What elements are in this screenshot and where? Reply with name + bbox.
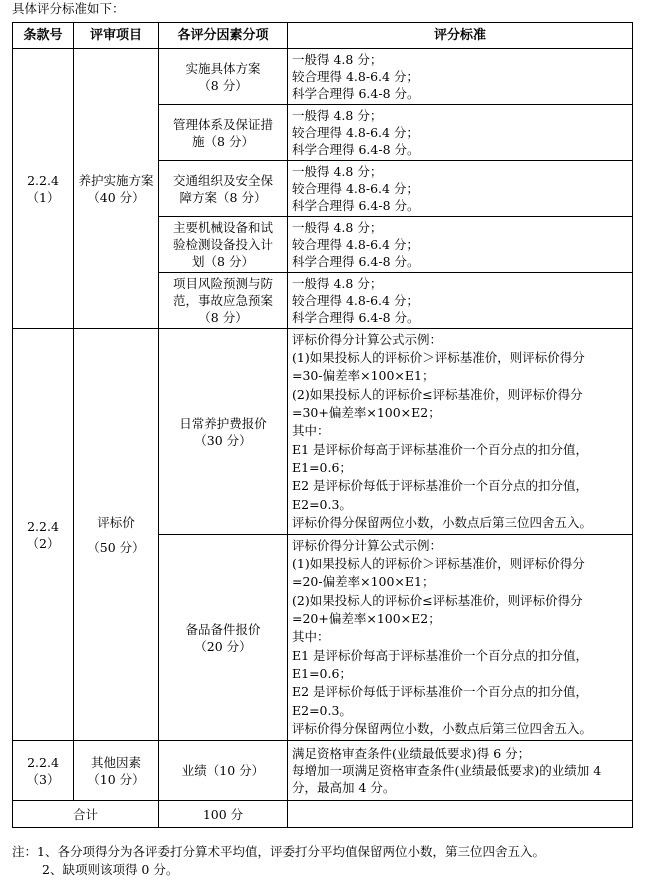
factor-cell: 备品备件报价 （20 分） [159, 535, 288, 741]
criteria-cell: 一般得 4.8 分； 较合理得 4.8-6.4 分； 科学合理得 6.4-8 分。 [288, 49, 633, 105]
scoring-table [12, 22, 633, 828]
criteria-cell: 一般得 4.8 分； 较合理得 4.8-6.4 分； 科学合理得 6.4-8 分。 [288, 105, 633, 161]
header-clause: 条款号 [13, 23, 74, 49]
factor-cell: 业绩（10 分） [159, 741, 288, 801]
header-item: 评审项目 [74, 23, 159, 49]
factor-cell: 实施具体方案 （8 分） [159, 49, 288, 105]
header-factor: 各评分因素分项 [159, 23, 288, 49]
header-row [13, 23, 633, 49]
factor-cell: 主要机械设备和试 验检测设备投入计 划（8 分） [159, 217, 288, 273]
total-label: 合计 [13, 801, 159, 828]
item-cell: 养护实施方案 （40 分） [74, 49, 159, 329]
clause-cell: 2.2.4 （1） [13, 49, 74, 329]
total-blank-cell [288, 801, 633, 828]
header-criteria: 评分标准 [288, 23, 633, 49]
item-cell: 其他因素 （10 分） [74, 741, 159, 801]
factor-cell: 管理体系及保证措 施（8 分） [159, 105, 288, 161]
note-1: 注：1、各分项得分为各评委打分算术平均值，评委打分平均值保留两位小数，第三位四舍五入。 [12, 844, 545, 859]
criteria-cell: 一般得 4.8 分； 较合理得 4.8-6.4 分； 科学合理得 6.4-8 分。 [288, 217, 633, 273]
table-row [13, 329, 633, 535]
criteria-cell: 满足资格审查条件(业绩最低要求)得 6 分； 每增加一项满足资格审查条件(业绩最低要求)的业绩加 4 分，最高加 4 分。 [288, 741, 633, 801]
table-row [13, 741, 633, 801]
total-row [13, 801, 633, 828]
criteria-cell: 一般得 4.8 分； 较合理得 4.8-6.4 分； 科学合理得 6.4-8 分。 [288, 161, 633, 217]
intro-text: 具体评分标准如下： [12, 1, 125, 16]
factor-cell: 日常养护费报价 （30 分） [159, 329, 288, 535]
factor-cell: 项目风险预测与防 范，事故应急预案 （8 分） [159, 273, 288, 329]
criteria-cell: 一般得 4.8 分； 较合理得 4.8-6.4 分； 科学合理得 6.4-8 分。 [288, 273, 633, 329]
notes [12, 843, 545, 879]
table-row [13, 49, 633, 105]
factor-cell: 交通组织及安全保 障方案（8 分） [159, 161, 288, 217]
item-cell: 评标价 （50 分） [74, 329, 159, 741]
clause-cell: 2.2.4 （2） [13, 329, 74, 741]
criteria-cell: 评标价得分计算公式示例： (1)如果投标人的评标价＞评标基准价，则评标价得分 =20-偏差率×100×E1； (2)如果投标人的评标价≤评标基准价，则评标价得分 =20+偏差率×100×E2； 其中： E1 是评标价每高于评标基准价一个百分点的扣分值， E1=0.6； E2 是评标价每低于评标基准价一个百分点的扣分值， E2=0.3。 评标价得分保留两位小数，小数点后第三位四舍五入。 [288, 535, 633, 741]
note-2: 2、缺项则该项得 0 分。 [42, 862, 179, 877]
clause-cell: 2.2.4 （3） [13, 741, 74, 801]
criteria-cell: 评标价得分计算公式示例： (1)如果投标人的评标价＞评标基准价，则评标价得分 =30-偏差率×100×E1； (2)如果投标人的评标价≤评标基准价，则评标价得分 =30+偏差率×100×E2； 其中： E1 是评标价每高于评标基准价一个百分点的扣分值， E1=0.6； E2 是评标价每低于评标基准价一个百分点的扣分值， E2=0.3。 评标价得分保留两位小数，小数点后第三位四舍五入。 [288, 329, 633, 535]
total-value: 100 分 [159, 801, 288, 828]
